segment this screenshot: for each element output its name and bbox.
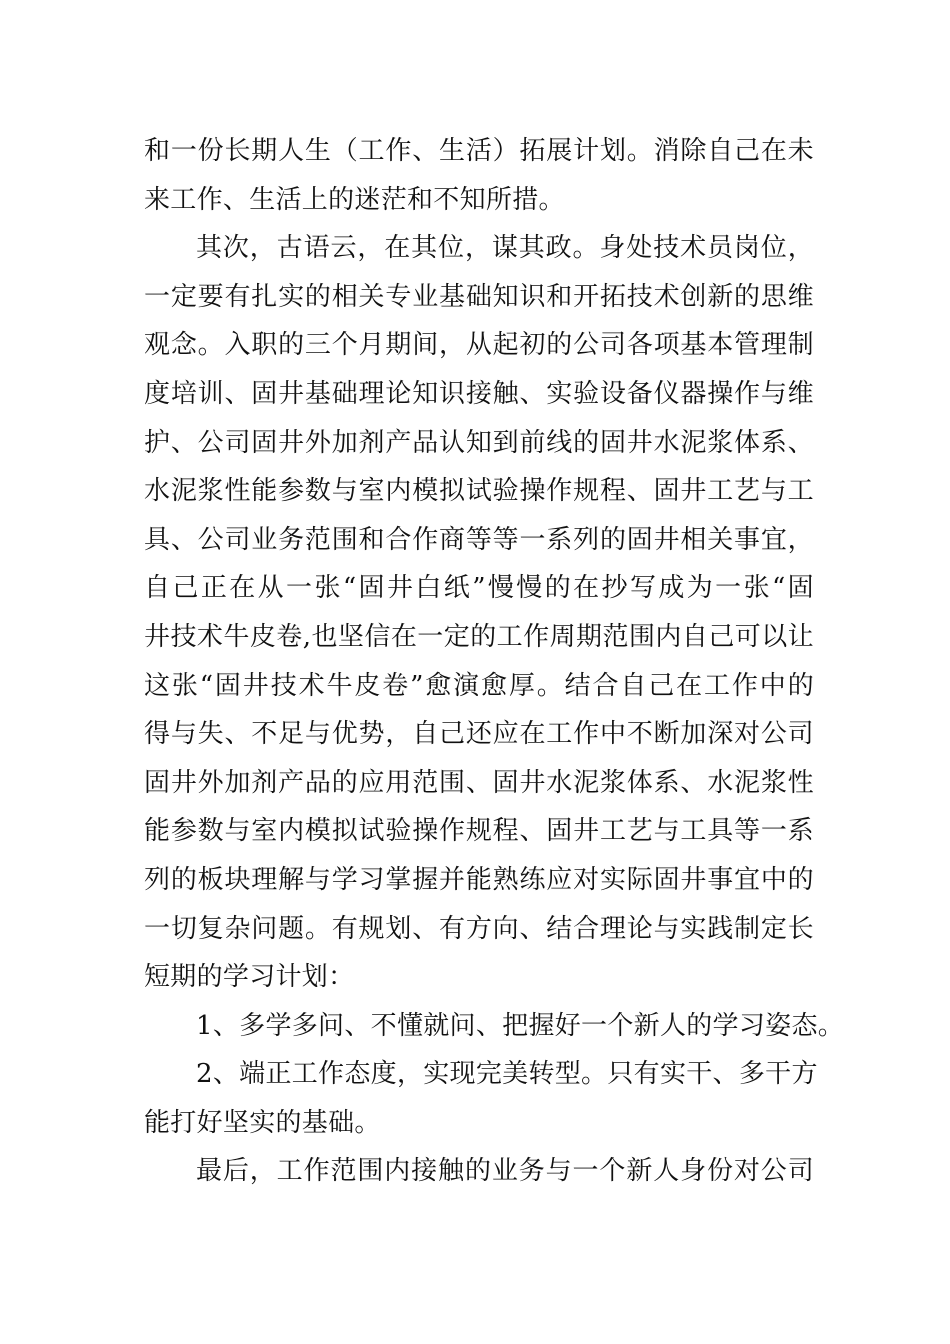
text-line: 度培训、固井基础理论知识接触、实验设备仪器操作与维 (144, 378, 814, 409)
text-line: 短期的学习计划： (144, 962, 355, 993)
text-line: 1、多学多问、不懂就问、把握好一个新人的学习姿态。 (196, 1010, 845, 1041)
text-line: 井技术牛皮卷,也坚信在一定的工作周期范围内自己可以让 (144, 621, 814, 652)
text-line: 这张“固井技术牛皮卷”愈演愈厚。结合自己在工作中的 (144, 670, 814, 701)
paragraph-4 (144, 1050, 818, 1147)
paragraph-5 (144, 1147, 814, 1196)
text-line: 固井外加剂产品的应用范围、固井水泥浆体系、水泥浆性 (144, 767, 814, 798)
text-line: 得与失、不足与优势，自己还应在工作中不断加深对公司 (144, 719, 814, 750)
text-line: 能打好坚实的基础。 (144, 1107, 381, 1138)
text-line: 观念。入职的三个月期间，从起初的公司各项基本管理制 (144, 330, 814, 361)
text-line: 最后，工作范围内接触的业务与一个新人身份对公司 (196, 1156, 814, 1187)
text-line: 能参数与室内模拟试验操作规程、固井工艺与工具等一系 (144, 816, 814, 847)
text-line: 2、端正工作态度，实现完美转型。只有实干、多干方 (196, 1059, 818, 1090)
text-line: 具、公司业务范围和合作商等等一系列的固井相关事宜， (144, 524, 814, 555)
paragraph-2 (144, 224, 814, 1002)
text-line: 水泥浆性能参数与室内模拟试验操作规程、固井工艺与工 (144, 476, 814, 507)
text-line: 和一份长期人生（工作、生活）拓展计划。消除自己在未 (144, 136, 814, 166)
text-line: 自己正在从一张“固井白纸”慢慢的在抄写成为一张“固 (144, 573, 814, 604)
text-line: 列的板块理解与学习掌握并能熟练应对实际固井事宜中的 (144, 864, 814, 895)
document-body (144, 127, 845, 1196)
paragraph-1 (144, 127, 814, 224)
text-line: 护、公司固井外加剂产品认知到前线的固井水泥浆体系、 (144, 427, 814, 458)
text-line: 一定要有扎实的相关专业基础知识和开拓技术创新的思维 (144, 281, 814, 312)
text-line: 一切复杂问题。有规划、有方向、结合理论与实践制定长 (144, 913, 814, 944)
text-line: 来工作、生活上的迷茫和不知所措。 (144, 184, 565, 215)
text-line: 其次，古语云，在其位，谋其政。身处技术员岗位， (196, 233, 814, 264)
paragraph-3 (144, 1002, 845, 1051)
